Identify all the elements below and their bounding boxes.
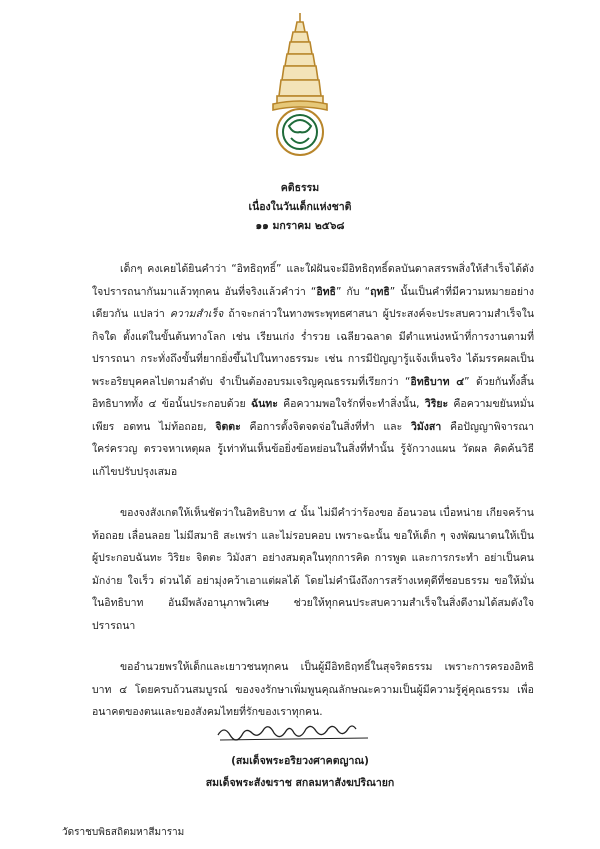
footer-location: วัดราชบพิธสถิตมหาสีมาราม (62, 827, 185, 838)
header-block (0, 179, 600, 236)
document-title: คติธรรม (280, 182, 320, 194)
paragraph-3: ขออำนวยพรให้เด็กและเยาวชนทุกคน เป็นผู้มีอิทธิฤทธิ์ในสุจริตธรรม เพราะการครองอิทธิบาท ๔ โดยครบถ้วนสมบูรณ์ ของจงรักษาเพิ่มพูนคุณลักษณะความเป็นผู้มีความรู้คู่คุณธรรม เพื่ออนาคตของตนและของสังคมไทยที่รักของเราทุกคน. (92, 661, 534, 718)
message-body (92, 258, 534, 724)
signatory-title: สมเด็จพระสังฆราช สกลมหาสังฆปริณายก (205, 777, 395, 789)
signatory-name: (สมเด็จพระอริยวงศาคตญาณ) (231, 755, 369, 767)
occasion-line: เนื่องในวันเด็กแห่งชาติ (248, 201, 352, 213)
date-line: ๑๑ มกราคม ๒๕๖๘ (255, 220, 345, 232)
paragraph-2: ของจงสังเกตให้เห็นชัดว่าในอิทธิบาท ๔ นั้น ไม่มีคำว่าร้องขอ อ้อนวอน เบื่อหน่าย เกียจคร้าน ท้อถอย เลื่อนลอย ไม่มีสมาธิ สะเพร่า และไม่รอบคอบ เพราะฉะนั้น ขอให้เด็ก ๆ จงพัฒนาตนให้เป็นผู้ประกอบฉันทะ วิริยะ จิตตะ วิมังสา อย่างสมดุลในทุกการคิด การพูด และการกระทำ อย่าเป็นคนมักง่าย ใจเร็ว ด่วนได้ อย่ามุ่งคว้าเอาแต่ผลได้ โดยไม่คำนึงถึงการสร้างเหตุดีที่ชอบธรรม ขอให้มั่นในอิทธิบาท อันมีพลังอานุภาพวิเศษ ช่วยให้ทุกคนประสบความสำเร็จในสิ่งดีงามได้สมดังใจปรารถนา (92, 507, 534, 632)
royal-crown-seal-icon (267, 10, 333, 160)
paragraph-1: เด็กๆ คงเคยได้ยินคำว่า “อิทธิฤทธิ์” และใฝ่ฝันจะมีอิทธิฤทธิ์ดลบันดาลสรรพสิ่งให้สำเร็จได้ดังใจปรารถนากันมาแล้วทุกคน อันที่จริงแล้วคำว่า “อิทธิ” กับ “ฤทธิ” นั้นเป็นคำที่มีความหมายอย่างเดียวกัน แปลว่า ความสำเร็จ ถ้าจะกล่าวในทางพระพุทธศาสนา ผู้ประสงค์จะประสบความสำเร็จในกิจใด ตั้งแต่ในขั้นต้นทางโลก เช่น เรียนเก่ง ร่ำรวย เฉลียวฉลาด มีตำแหน่งหน้าที่การงานตามที่ปรารถนา กระทั่งถึงขั้นที่ยากยิ่งขึ้นไปในทางธรรมะ เช่น การมีปัญญารู้แจ้งเห็นจริง ได้มรรคผลเป็นพระอริยบุคคลไปตามลำดับ จำเป็นต้องอบรมเจริญคุณธรรมที่เรียกว่า “อิทธิบาท ๔” ด้วยกันทั้งสิ้น อิทธิบาททั้ง ๔ ข้อนั้นประกอบด้วย ฉันทะ คือความพอใจรักที่จะทำสิ่งนั้น, วิริยะ คือความขยันหมั่นเพียร อดทน ไม่ท้อถอย, จิตตะ คือการตั้งจิตจดจ่อในสิ่งที่ทำ และ วิมังสา คือปัญญาพิจารณาใคร่ครวญ ตรวจหาเหตุผล รู้เท่าทันเห็นข้อยิ่งข้อหย่อนในสิ่งที่ทำนั้น รู้จักวางแผน วัดผล คิดค้นวิธีแก้ไขปรับปรุงเสมอ (92, 263, 535, 478)
handwritten-signature (214, 721, 374, 745)
